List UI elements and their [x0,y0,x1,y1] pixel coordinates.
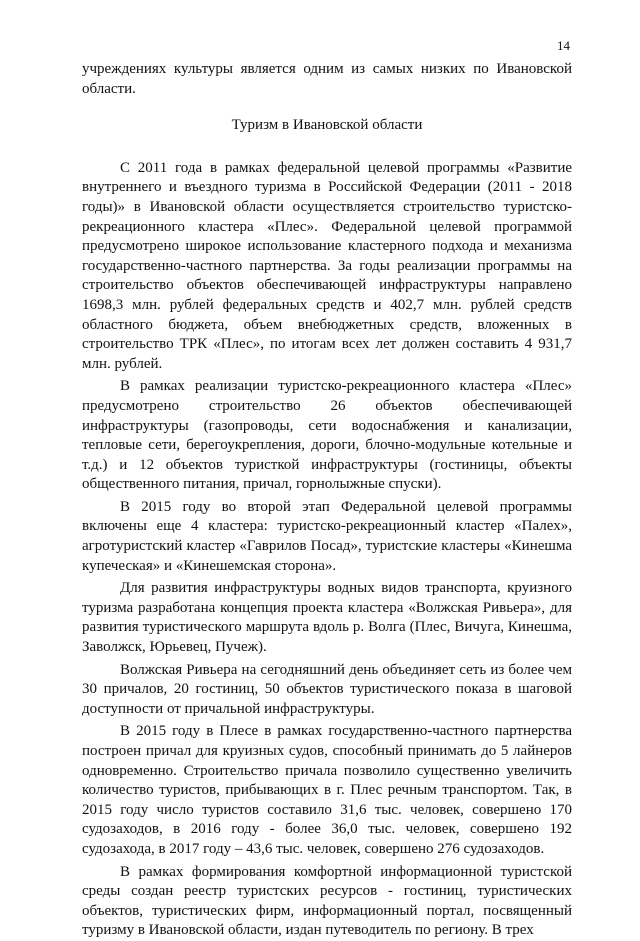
spacer [82,99,572,116]
paragraph-cluster-ples: С 2011 года в рамках федеральной целевой программы «Развитие внутреннего и въездного туризма в Российской Федерации (2011 - 2018 годы)» в Ивановской области осуществляется строительство туристско-рекреационного кластера «Плес». Федеральной целевой программой предусмотрено широкое использование кластерного подхода и механизма государственно-частного партнерства. За годы реализации программы на строительство объектов обеспечивающей инфраструктуры направлено 1698,3 млн. рублей федеральных средств и 402,7 млн. рублей средств областного бюджета, объем внебюджетных средств, вложенных в строительство ТРК «Плес», по итогам всех лет должен составить 4 931,7 млн. рублей. [82,159,572,372]
paragraph-volga-riviera-network: Волжская Ривьера на сегодняшний день объединяет сеть из более чем 30 причалов, 20 гостиниц, 50 объектов туристического показа в шаговой доступности от причальной инфраструктуры. [82,661,572,717]
paragraph-second-stage: В 2015 году во второй этап Федеральной целевой программы включены еще 4 кластера: туристско-рекреационный кластер «Палех», агротуристский кластер «Гаврилов Посад», туристские кластеры «Кинешма купеческая» и «Кинешемская сторона». [82,498,572,574]
intro-paragraph: учреждениях культуры является одним из самых низких по Ивановской области. [82,61,572,97]
spacer [82,136,572,159]
paragraph-volga-riviera-concept: Для развития инфраструктуры водных видов транспорта, круизного туризма разработана концепция проекта кластера «Волжская Ривьера», для развития туристического маршрута вдоль р. Волга (Плес, Вичуга, Кинешма, Заволжск, Юрьевец, Пучеж). [82,580,572,656]
paragraph-information-environment: В рамках формирования комфортной информационной туристской среды создан реестр туристских ресурсов - гостиниц, туристических объектов, туристических фирм, информационный портал, посвященный туризму в Ивановской области, издан путеводитель по региону. В трех [82,863,572,939]
section-title: Туризм в Ивановской области [231,117,423,134]
paragraph-infrastructure-objects: В рамках реализации туристско-рекреационного кластера «Плес» предусмотрено строительство 26 объектов обеспечивающей инфраструктуры (газопроводы, сети водоснабжения и канализации, тепловые сети, берегоукрепления, дороги, блочно-модульные котельные и т.д.) и 12 объектов туристкой инфраструктуры (гостиницы, объекты общественного питания, причал, горнолыжные спуски). [82,378,572,493]
page-number: 14 [557,38,570,53]
document-body [82,60,572,941]
paragraph-cruise-pier: В 2015 году в Плесе в рамках государственно-частного партнерства построен причал для круизных судов, способный принимать до 5 лайнеров одновременно. Строительство причала позволило существенно увеличить количество туристов, прибывающих в г. Плес речным транспортом. Так, в 2015 году число туристов составило 31,6 тыс. человек, совершено 170 судозаходов, в 2016 году - более 36,0 тыс. человек, совершено 192 судозахода, в 2017 году – 43,6 тыс. человек, совершено 276 судозаходов. [82,723,572,857]
